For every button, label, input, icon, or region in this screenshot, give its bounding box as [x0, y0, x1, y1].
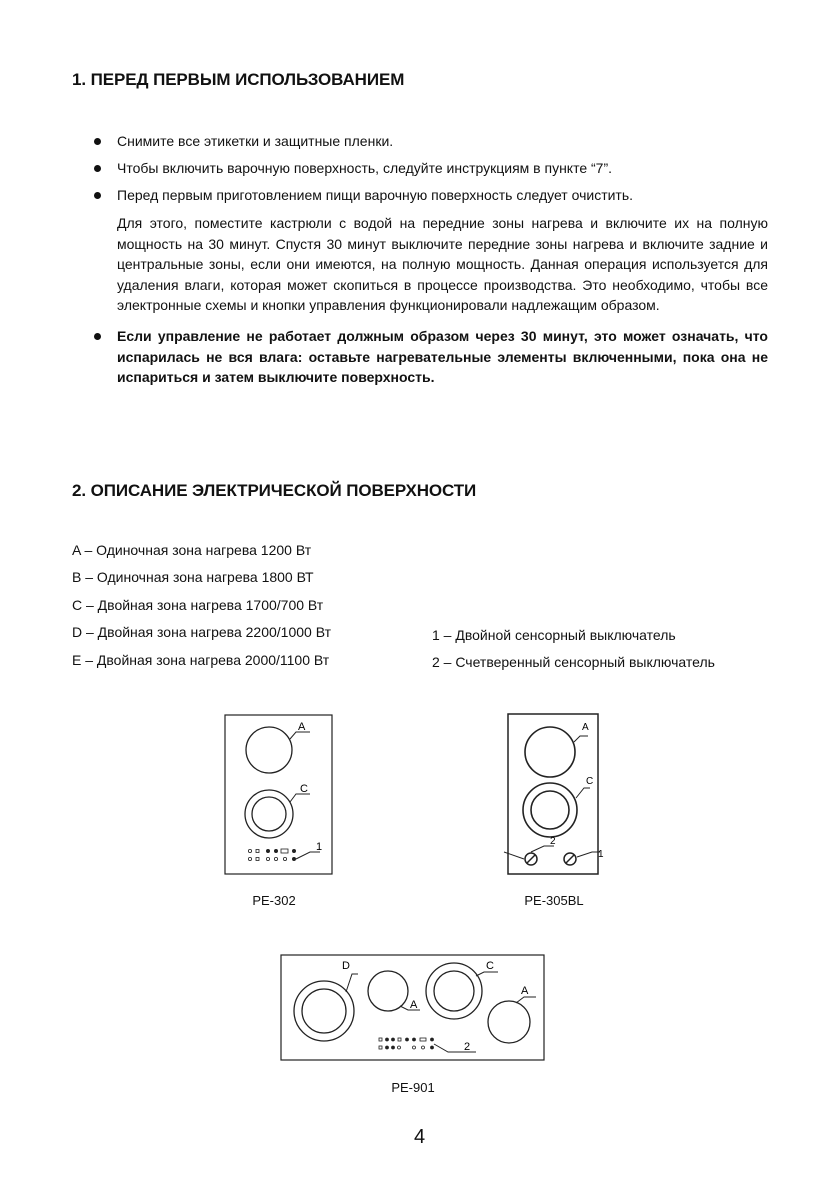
pe-901-label-c: C [486, 960, 494, 972]
pe-901-diagram [280, 954, 546, 1062]
bullet-text: Снимите все этикетки и защитные пленки. [117, 133, 394, 149]
bullet-dot-icon [94, 333, 101, 340]
pe-901-label-a1: A [410, 999, 418, 1011]
pe-305-label-a: A [582, 722, 589, 733]
pe-901-label-a2: A [521, 985, 529, 997]
bullet-text: Перед первым приготовлением пищи варочную поверхность следует очистить. [117, 187, 634, 203]
page-number: 4 [413, 1126, 426, 1148]
switch-item-1: 1 – Двойной сенсорный выключатель [432, 627, 676, 643]
pe-901-label-2: 2 [464, 1041, 471, 1053]
pe-901-caption: PE-901 [391, 1080, 435, 1095]
warning-paragraph: Если управление не работает должным образом через 30 минут, это может означать, что испарилась не вся влага: оставьте нагревательные элементы включенными, пока она не испариться и затем выключите поверхность. [117, 328, 768, 385]
pe-305-label-c: C [586, 776, 594, 787]
zone-item-a: A – Одиночная зона нагрева 1200 Вт [72, 542, 312, 558]
pe-305bl-caption: PE-305BL [524, 893, 584, 908]
bullet-dot-icon [94, 138, 101, 145]
section-2-title: 2. ОПИСАНИЕ ЭЛЕКТРИЧЕСКОЙ ПОВЕРХНОСТИ [72, 481, 477, 500]
pe-305-label-2: 2 [550, 836, 556, 847]
zone-item-e: E – Двойная зона нагрева 2000/1100 Вт [72, 652, 330, 668]
section-1-title: 1. ПЕРЕД ПЕРВЫМ ИСПОЛЬЗОВАНИЕМ [72, 70, 405, 89]
zone-item-b: B – Одиночная зона нагрева 1800 ВТ [72, 569, 314, 585]
zone-item-c: C – Двойная зона нагрева 1700/700 Вт [72, 597, 324, 613]
pe-901-label-d: D [342, 960, 350, 972]
zone-item-d: D – Двойная зона нагрева 2200/1000 Вт [72, 624, 331, 640]
pe-302-diagram [224, 714, 334, 876]
pe-305bl-diagram [500, 712, 610, 880]
pe-302-label-c: C [300, 783, 308, 795]
bullet-dot-icon [94, 192, 101, 199]
pe-302-caption: PE-302 [252, 893, 296, 908]
pe-302-label-1: 1 [316, 841, 323, 853]
bullet-dot-icon [94, 165, 101, 172]
instruction-paragraph: Для этого, поместите кастрюли с водой на передние зоны нагрева и включите их на полную мощность на 30 минут. Спустя 30 минут выключите передние зоны нагрева и включите задние и центральные зоны, если они имеются, на полную мощность. Данная операция используется для удаления влаги, которая может скопиться в процессе производства. Это необходимо, чтобы все электронные схемы и кнопки управления функционировали надлежащим образом. [117, 215, 768, 313]
pe-302-label-a: A [298, 721, 306, 733]
switch-item-2: 2 – Счетверенный сенсорный выключатель [432, 654, 715, 670]
pe-305-label-1: 1 [598, 849, 604, 860]
bullet-text: Чтобы включить варочную поверхность, следуйте инструкциям в пункте “7”. [117, 160, 613, 176]
